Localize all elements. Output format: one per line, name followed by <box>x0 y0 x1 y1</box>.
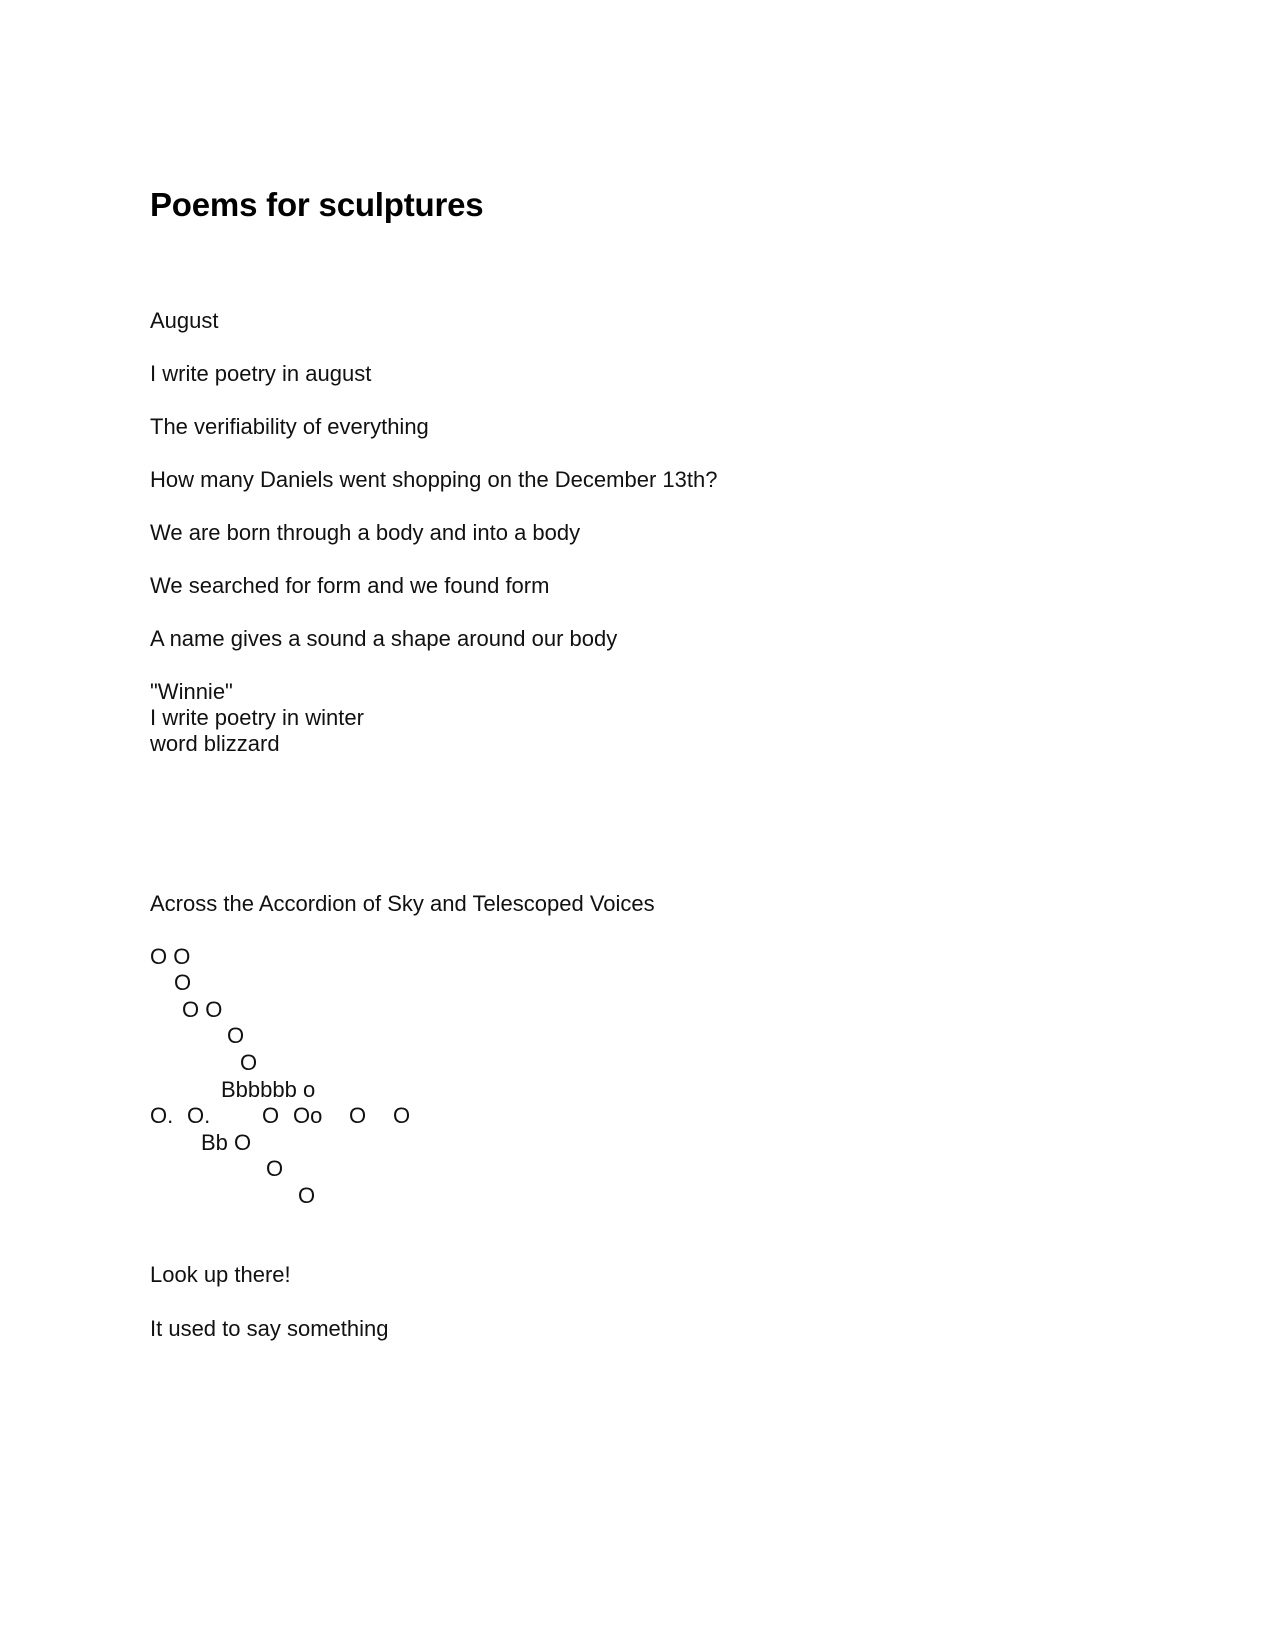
concrete-poem-fragment: O O <box>150 944 191 969</box>
concrete-poem-fragment: O <box>349 1103 367 1128</box>
poem-line: A name gives a sound a shape around our body <box>150 626 618 651</box>
concrete-poem-fragment: O <box>174 970 192 995</box>
poem-line: I write poetry in august <box>150 361 372 386</box>
poem-line: It used to say something <box>150 1316 389 1341</box>
concrete-poem-fragment: O <box>262 1103 280 1128</box>
page-title: Poems for sculptures <box>150 186 484 223</box>
poem-line: word blizzard <box>150 731 280 756</box>
concrete-poem-fragment: O <box>227 1023 245 1048</box>
poem-line: How many Daniels went shopping on the December 13th? <box>150 467 718 492</box>
concrete-poem-fragment: O <box>240 1050 258 1075</box>
concrete-poem-fragment: Bbbbbb o <box>221 1077 316 1102</box>
concrete-poem-fragment: O <box>393 1103 411 1128</box>
poem-line: "Winnie" <box>150 679 233 704</box>
poem-heading-august: August <box>150 308 219 333</box>
concrete-poem-fragment: Oo <box>293 1103 323 1128</box>
poem-line: Look up there! <box>150 1262 291 1287</box>
poem-heading-accordion: Across the Accordion of Sky and Telescoped Voices <box>150 891 655 916</box>
concrete-poem-fragment: O <box>298 1183 316 1208</box>
concrete-poem-fragment: Bb O <box>201 1130 252 1155</box>
concrete-poem-fragment: O <box>266 1156 284 1181</box>
poem-line: The verifiability of everything <box>150 414 429 439</box>
poem-line: We searched for form and we found form <box>150 573 550 598</box>
concrete-poem-fragment: O. <box>187 1103 211 1128</box>
poem-line: We are born through a body and into a body <box>150 520 581 545</box>
concrete-poem-fragment: O O <box>182 997 223 1022</box>
concrete-poem-fragment: O. <box>150 1103 174 1128</box>
poem-line: I write poetry in winter <box>150 705 364 730</box>
